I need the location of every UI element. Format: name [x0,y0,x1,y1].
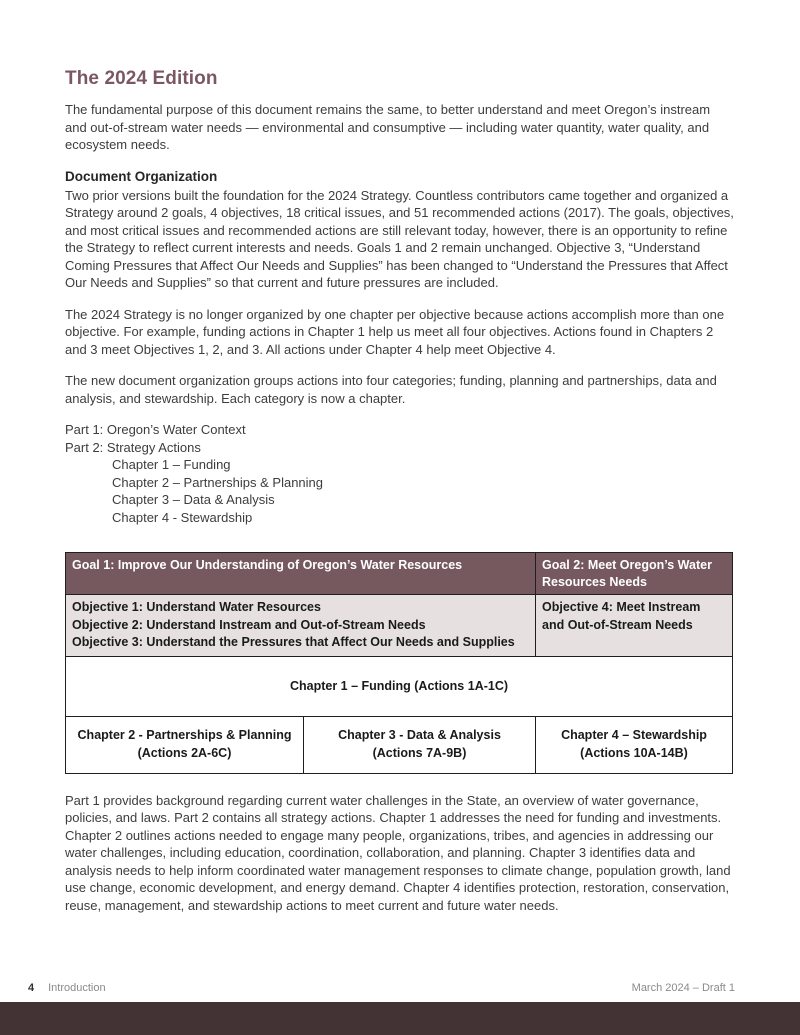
chapters-row [66,716,733,773]
document-outline [65,421,735,526]
chapter2-cell [66,716,304,773]
outline-chapter-2: Chapter 2 – Partnerships & Planning [112,474,324,490]
chapter3-actions: (Actions 7A-9B) [372,745,467,760]
objective-2: Objective 2: Understand Instream and Out-of-Stream Needs [72,617,426,632]
page-number: 4 [28,982,35,994]
objectives-row [66,595,733,657]
chapter2-actions: (Actions 2A-6C) [137,745,232,760]
intro-paragraph: The fundamental purpose of this document remains the same, to better understand and meet Oregon’s instream and out-of-stream water needs — environmental and consumptive — including water quantity, water quality, and ecosystem needs. [65,102,711,152]
goal1-header-cell: Goal 1: Improve Our Understanding of Oregon’s Water Resources [66,553,536,595]
objectives-1-3-cell [66,595,536,657]
chapter4-actions: (Actions 10A-14B) [580,745,688,760]
closing-paragraph: Part 1 provides background regarding current water challenges in the State, an overview of water governance, policies, and laws. Part 2 contains all strategy actions. Chapter 1 addresses the need for funding and investments. Chapter 2 outlines actions needed to engage many people, organizations, tribes, and agencies in addressing our water challenges, including education, coordination, collaboration, and planning. Chapter 3 identifies data and analysis needs to help inform coordinated water management responses to climate change, population growth, land use change, economic development, and energy demand. Chapter 4 identifies protection, restoration, conservation, reuse, management, and stewardship actions to meet current and future water needs. [65,792,731,913]
chapter1-row [66,656,733,716]
goals-objectives-table [65,552,733,774]
outline-part-1: Part 1: Oregon’s Water Context [65,422,246,437]
outline-chapter-3: Chapter 3 – Data & Analysis [112,492,275,507]
section-heading: Document Organization [65,168,218,184]
footer-date-label: March 2024 – Draft 1 [631,982,735,994]
paragraph: The 2024 Strategy is no longer organized by one chapter per objective because actions accomplish more than one objective. For example, funding actions in Chapter 1 help us meet all four objectives. Actions found in Chapters 2 and 3 meet Objectives 1, 2, and 3. All actions under Chapter 4 help meet Objective 4. [65,306,725,357]
paragraph: Two prior versions built the foundation for the 2024 Strategy. Countless contributors came together and organized a Strategy around 2 goals, 4 objectives, 18 critical issues, and 51 recommended actions (2017). The goals, objectives, and most critical issues and recommended actions are still relevant today, however, there is an opportunity to refine the Strategy to reflect current interests and needs. Goals 1 and 2 remain unchanged. Objective 3, “Understand Coming Pressures that Affect Our Needs and Supplies” has been changed to “Understand the Pressures that Affect Our Needs and Supplies” so that current and future pressures are included. [65,187,734,290]
goal2-header-cell: Goal 2: Meet Oregon’s Water Resources Needs [536,553,733,595]
chapter3-title: Chapter 3 - Data & Analysis [338,728,501,742]
chapter4-title: Chapter 4 – Stewardship [561,728,707,742]
objective-3: Objective 3: Understand the Pressures that Affect Our Needs and Supplies [72,635,515,649]
outline-part-2: Part 2: Strategy Actions [65,439,201,455]
objective-4-cell: Objective 4: Meet Instream and Out-of-Stream Needs [536,595,733,657]
paragraph: The new document organization groups actions into four categories; funding, planning and partnerships, data and analysis, and stewardship. Each category is now a chapter. [65,373,717,406]
chapter2-title: Chapter 2 - Partnerships & Planning [77,728,292,742]
outline-chapter-1: Chapter 1 – Funding [112,457,231,472]
footer-bar [0,1002,800,1035]
goals-header-row [66,553,733,595]
page-footer [28,982,735,994]
footer-section-label: Introduction [48,982,106,994]
outline-chapter-4: Chapter 4 - Stewardship [112,509,253,525]
page-title: The 2024 Edition [65,68,218,89]
chapter1-cell: Chapter 1 – Funding (Actions 1A-1C) [66,656,733,716]
chapter4-cell [536,716,733,773]
chapter3-cell [304,716,536,773]
objective-1: Objective 1: Understand Water Resources [72,600,321,614]
